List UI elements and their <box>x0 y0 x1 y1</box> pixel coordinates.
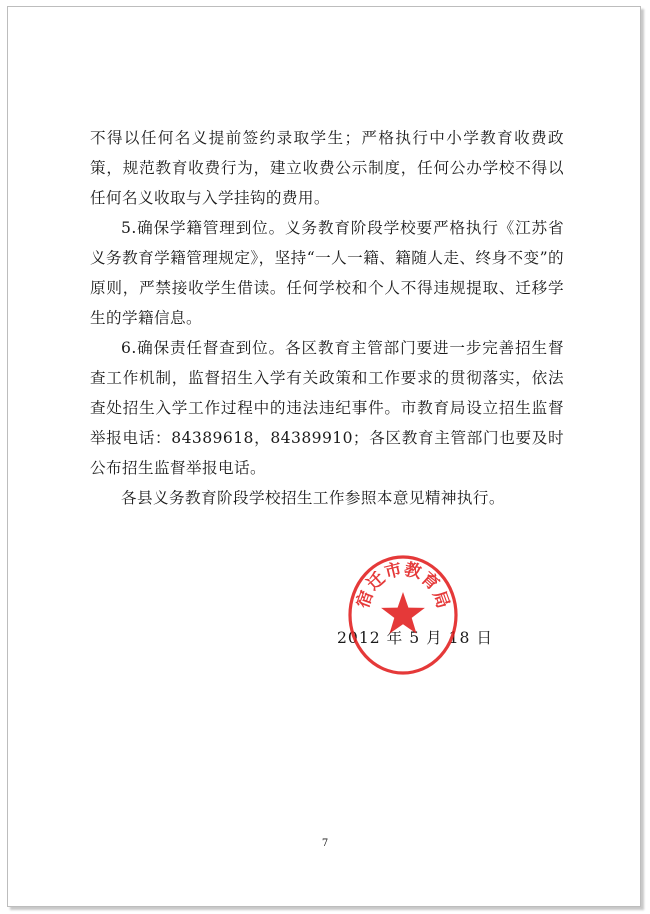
seal-character: 育 <box>416 568 443 595</box>
official-seal <box>346 552 460 678</box>
page-number: 7 <box>321 838 329 849</box>
document-date: 2012 年 5 月 18 日 <box>337 629 494 647</box>
seal-character: 教 <box>402 559 424 584</box>
seal-character: 市 <box>382 559 404 584</box>
seal-character: 局 <box>428 588 453 612</box>
paragraph-closing: 各县义务教育阶段学校招生工作参照本意见精神执行。 <box>121 489 505 507</box>
seal-character: 宿 <box>353 588 378 612</box>
seal-star-icon <box>381 592 425 634</box>
document-body <box>90 123 564 513</box>
paragraph-continuation: 不得以任何名义提前签约录取学生；严格执行中小学教育收费政策，规范教育收费行为，建立收费公示制度，任何公办学校不得以任何名义收取与入学挂钩的费用。 <box>90 129 564 207</box>
paragraph-item-6: 6.确保责任督查到位。各区教育主管部门要进一步完善招生督查工作机制，监督招生入学有关政策和工作要求的贯彻落实，依法查处招生入学工作过程中的违法违纪事件。市教育局设立招生监督举报电话：84389618，84389910；各区教育主管部门也要及时公布招生监督举报电话。 <box>90 339 564 477</box>
paragraph-item-5: 5.确保学籍管理到位。义务教育阶段学校要严格执行《江苏省义务教育学籍管理规定》，坚持“一人一籍、籍随人走、终身不变”的原则，严禁接收学生借读。任何学校和个人不得违规提取、迁移学生的学籍信息。 <box>90 219 564 327</box>
seal-character: 迁 <box>363 568 390 595</box>
